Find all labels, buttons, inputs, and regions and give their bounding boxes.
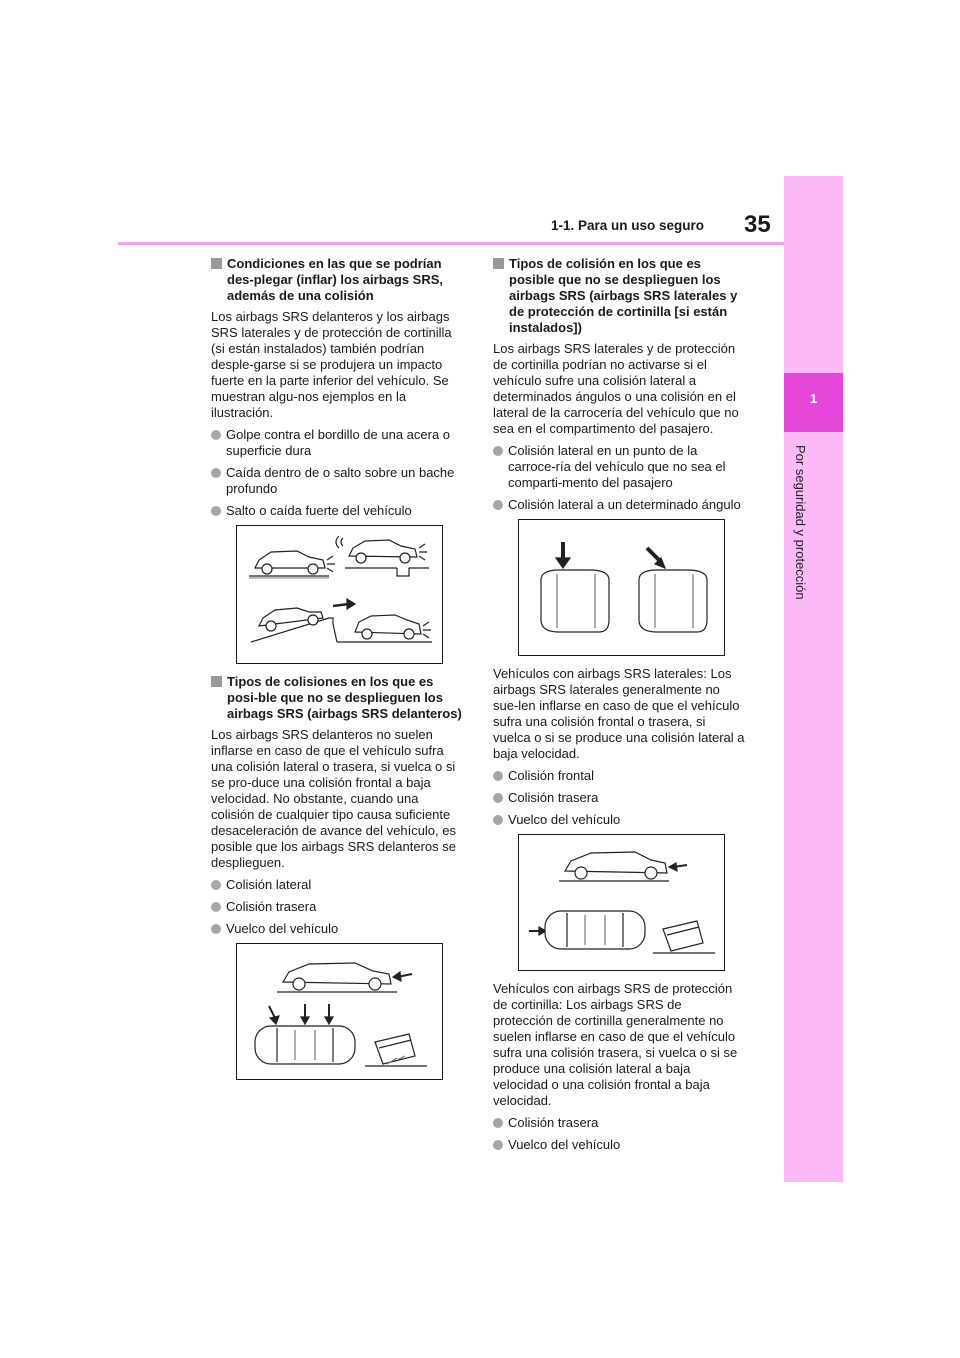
paragraph: Los airbags SRS delanteros y los airbags SRS laterales y de protección de cortinilla (si están instalados) también podrían desple-garse si se produjera un impacto fuerte en la parte inferior del vehículo. Se muestran algu-nos ejemplos en la ilustración. xyxy=(211,309,452,420)
list-item-text: Caída dentro de o salto sobre un bache profundo xyxy=(226,465,455,496)
list-item xyxy=(211,921,463,937)
paragraph: Los airbags SRS delanteros no suelen inflarse en caso de que el vehículo sufra una colisión lateral o trasera, si vuelca o si se pro-duce una colisión frontal a baja velocidad. No obstante, cuando una colisión de cualquier tipo causa suficiente desaceleración de avance del vehículo, es posible que los airbags SRS delanteros se desplieguen. xyxy=(211,727,456,870)
bullet-dot-icon xyxy=(211,880,221,890)
list-item-text: Golpe contra el bordillo de una acera o superficie dura xyxy=(226,427,451,458)
bullet-dot-icon xyxy=(211,468,221,478)
bullet-dot-icon xyxy=(493,771,503,781)
side-airbag-collision-illustration xyxy=(518,834,725,971)
list-item-text: Colisión lateral en un punto de la carroce-ría del vehículo que no sea el comparti-mento del pasajero xyxy=(508,443,726,490)
list-item xyxy=(493,497,745,513)
section-title: 1-1. Para un uso seguro xyxy=(551,218,705,233)
list-item xyxy=(211,503,463,519)
bullet-dot-icon xyxy=(211,924,221,934)
heading-text: Tipos de colisión en los que es posible que no se desplieguen los airbags SRS (airbags SRS laterales y de protección de cortinilla [si están instalados]) xyxy=(509,256,738,335)
list-item xyxy=(493,790,745,806)
list-item xyxy=(493,1115,745,1131)
side-collision-angle-illustration xyxy=(518,519,725,656)
list-item-text: Vuelco del vehículo xyxy=(508,1137,621,1152)
heading-text: Tipos de colisiones en los que es posi-ble que no se desplieguen los airbags SRS (airbags SRS delanteros) xyxy=(227,674,462,721)
bullet-dot-icon xyxy=(493,446,503,456)
list-item-text: Colisión trasera xyxy=(508,1115,599,1130)
list-item-text: Colisión trasera xyxy=(226,899,317,914)
list-item xyxy=(211,899,463,915)
bullet-dot-icon xyxy=(493,1118,503,1128)
list-item xyxy=(493,812,745,828)
bullet-dot-icon xyxy=(493,1140,503,1150)
right-column xyxy=(493,256,745,1159)
list-item xyxy=(493,768,745,784)
paragraph: Vehículos con airbags SRS laterales: Los airbags SRS laterales generalmente no sue-len inflarse en caso de que el vehículo sufra una colisión frontal o trasera, si vuelca o si se produce una colisión lateral a baja velocidad. xyxy=(493,666,745,761)
list-item-text: Colisión trasera xyxy=(508,790,599,805)
list-item-text: Colisión lateral xyxy=(226,877,312,892)
impact-situations-illustration xyxy=(236,525,443,664)
list-item-text: Vuelco del vehículo xyxy=(508,812,621,827)
bullet-dot-icon xyxy=(211,430,221,440)
bullet-dot-icon xyxy=(211,902,221,912)
section-heading xyxy=(211,674,463,722)
list-item-text: Salto o caída fuerte del vehículo xyxy=(226,503,412,518)
list-item-text: Vuelco del vehículo xyxy=(226,921,339,936)
section-heading xyxy=(493,256,745,336)
list-item xyxy=(493,1137,745,1153)
list-item xyxy=(493,443,745,491)
section-heading xyxy=(211,256,463,304)
paragraph: Los airbags SRS laterales y de protección de cortinilla podrían no activarse si el vehículo sufre una colisión lateral a determinados ángulos o una colisión en el lateral de la carrocería del vehículo que no sea en el compartimento del pasajero. xyxy=(493,341,739,436)
list-item-text: Colisión lateral a un determinado ángulo xyxy=(508,497,741,512)
bullet-dot-icon xyxy=(493,500,503,510)
header-divider xyxy=(118,242,784,245)
left-column xyxy=(211,256,463,1090)
chapter-number: 1 xyxy=(809,391,818,406)
bullet-dot-icon xyxy=(211,506,221,516)
list-item xyxy=(211,465,463,497)
square-bullet-icon xyxy=(211,258,222,269)
bullet-dot-icon xyxy=(493,815,503,825)
square-bullet-icon xyxy=(493,258,504,269)
chapter-label: Por seguridad y protección xyxy=(793,445,808,600)
list-item xyxy=(211,877,463,893)
heading-text: Condiciones en las que se podrían des-plegar (inflar) los airbags SRS, además de una colisión xyxy=(227,256,443,303)
page-number: 35 xyxy=(744,211,771,238)
list-item xyxy=(211,427,463,459)
paragraph: Vehículos con airbags SRS de protección de cortinilla: Los airbags SRS de protección de cortinilla generalmente no suelen inflarse en caso de que el vehículo sufra una colisión trasera, si vuelca o si se produce una colisión lateral a baja velocidad o una colisión frontal a baja velocidad. xyxy=(493,981,738,1108)
square-bullet-icon xyxy=(211,676,222,687)
front-airbag-collision-illustration xyxy=(236,943,443,1080)
bullet-dot-icon xyxy=(493,793,503,803)
chapter-side-tab xyxy=(784,176,843,1182)
list-item-text: Colisión frontal xyxy=(508,768,594,783)
